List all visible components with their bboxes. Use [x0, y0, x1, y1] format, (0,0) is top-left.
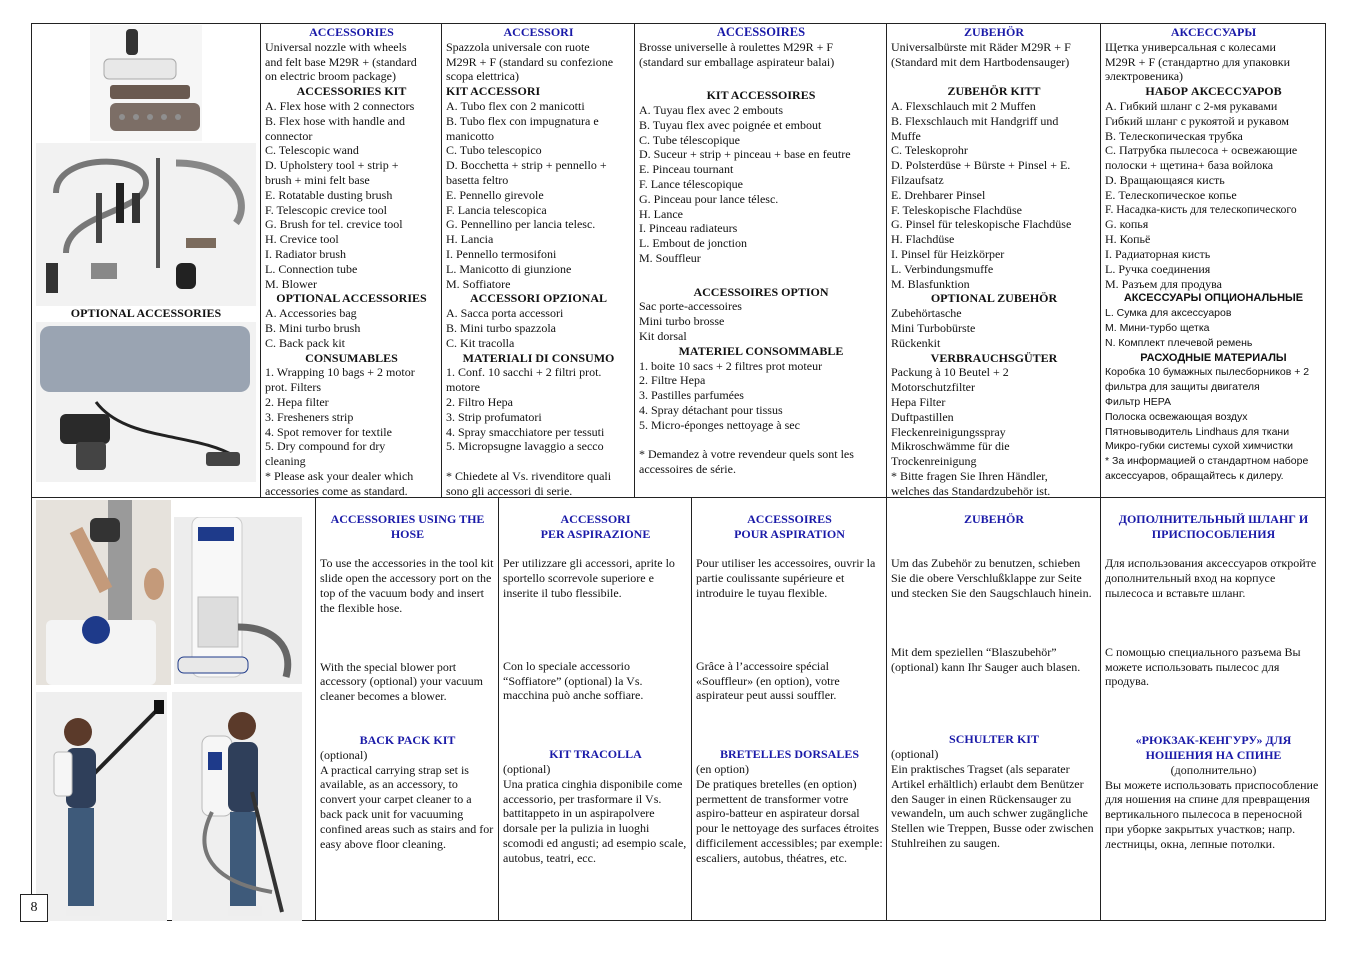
paragraph: Con lo speciale accessorio “Soffiatore” (optional) la Vs. macchina può anche soffiare. — [503, 658, 644, 703]
text-line: D. Вращающаяся кисть — [1105, 172, 1225, 187]
text-line: F. Насадка-кисть для телескопического — [1105, 203, 1297, 216]
text-line: 5. Micro-éponges nettoyage à sec — [639, 417, 800, 432]
text-line: scopa elettrica) — [446, 69, 519, 84]
text-line: Trockenreinigung — [891, 454, 977, 469]
text-line: (optional) — [320, 747, 368, 762]
heading: ДОПОЛНИТЕЛЬНЫЙ ШЛАНГ И ПРИСПОСОБЛЕНИЯ — [1118, 512, 1309, 541]
spacer — [696, 601, 883, 659]
text-line: C. Tube télescopique — [639, 132, 740, 147]
spacer — [639, 266, 883, 281]
text-line: A. Accessories bag — [265, 306, 357, 321]
text-line: M29R + F (standard su confezione — [446, 54, 614, 69]
text-line: (Standard mit dem Hartbodensauger) — [891, 54, 1070, 69]
text-line: Mini turbo brosse — [639, 314, 725, 329]
heading: РАСХОДНЫЕ МАТЕРИАЛЫ — [1140, 351, 1287, 364]
text-line: B. Tubo flex con impugnatura e — [446, 113, 599, 128]
text-line: 4. Spray smacchiatore per tessuti — [446, 424, 605, 439]
heading: PER ASPIRAZIONE — [540, 526, 651, 541]
text-line: Kit dorsal — [639, 328, 687, 343]
heading: ACCESSORI — [503, 25, 574, 39]
optional-accessories-label: OPTIONAL ACCESSORIES — [70, 306, 222, 320]
text-line: M. Blasfunktion — [891, 276, 970, 291]
heading: ACCESSORIES KIT — [296, 84, 407, 99]
heading: ACCESSOIRES OPTION — [693, 284, 829, 299]
paragraph: Per utilizzare gli accessori, aprite lo sportello scorrevole superiore e inserite il tubo flessibile. — [503, 556, 675, 600]
text-line: I. Pinsel für Heizkörper — [891, 246, 1005, 261]
spacer — [320, 616, 495, 660]
spacer — [891, 542, 1097, 557]
text-line: basetta feltro — [446, 172, 509, 187]
text-line: I. Radiator brush — [265, 246, 346, 261]
text-line: A. Tubo flex con 2 manicotti — [446, 98, 585, 113]
text-line: * Please ask your dealer which — [265, 468, 414, 483]
paragraph: Una pratica cinghia disponibile come accessorio, per trasformare il Vs. battitappeto in un aspirapolvere dorsale per la pulizia in luoghi scomodi ed angusti; ad esempio scale, autobus, teatri, ecc. — [503, 776, 687, 865]
spacer — [503, 542, 688, 557]
text-line: L. Ручка соединения — [1105, 261, 1211, 276]
paragraph: С помощью специального разъема Вы можете использовать пылесос для продува. — [1105, 644, 1301, 689]
text-line: 2. Filtre Hepa — [639, 373, 706, 388]
text-line: D. Upholstery tool + strip + — [265, 158, 399, 173]
heading: ACCESSORIES USING THE HOSE — [330, 512, 485, 541]
text-line: Полоска освежающая воздух — [1105, 410, 1248, 423]
text-line: accessories come as standard. — [265, 483, 408, 497]
text-line: E. Drehbarer Pinsel — [891, 187, 986, 202]
text-line: L. Verbindungsmuffe — [891, 261, 994, 276]
text-line: 4. Spray détachant pour tissus — [639, 402, 783, 417]
heading: CONSUMABLES — [305, 350, 398, 365]
spacer — [639, 69, 883, 84]
text-line: B. Flexschlauch mit Handgriff und — [891, 113, 1059, 128]
spacer — [1105, 542, 1322, 557]
heading: АКСЕССУАРЫ — [1170, 25, 1257, 39]
spacer — [446, 454, 631, 469]
heading: ZUBEHÖR KITT — [947, 84, 1041, 99]
text-line: and felt base M29R + (standard — [265, 54, 417, 69]
text-line: welches das Standardzubehör ist. — [891, 483, 1051, 497]
bottom-col-de — [886, 498, 1100, 921]
spacer — [696, 542, 883, 557]
heading: OPTIONAL ACCESSORIES — [276, 291, 427, 306]
text-line: A. Гибкий шланг с 2-мя рукавами — [1105, 98, 1278, 113]
heading: «РЮКЗАК-КЕНГУРУ» ДЛЯ НОШЕНИЯ НА СПИНЕ — [1135, 733, 1292, 762]
text-line: connector — [265, 128, 313, 143]
text-line: Коробка 10 бумажных пылесборников + 2 — [1105, 366, 1310, 379]
text-line: полоски + щетина+ база войлока — [1105, 158, 1274, 173]
text-line: электровеника) — [1105, 69, 1184, 84]
top-col-ru — [1100, 24, 1325, 497]
text-line: * Chiedete al Vs. rivenditore quali — [446, 468, 612, 483]
text-line: D. Suceur + strip + pinceau + base en feutre — [639, 147, 851, 162]
heading: АКСЕССУАРЫ ОПЦИОНАЛЬНЫЕ — [1123, 292, 1304, 305]
top-col-en — [260, 24, 441, 497]
accessories-kit-photo — [36, 143, 256, 306]
text-line: D. Bocchetta + strip + pennello + — [446, 158, 607, 173]
text-line: * Bitte fragen Sie Ihren Händler, — [891, 468, 1048, 483]
hose-insert-photo — [36, 500, 171, 685]
text-line: (optional) — [503, 761, 551, 776]
text-line: Muffe — [891, 128, 921, 143]
text-line: B. Телескопическая трубка — [1105, 128, 1243, 143]
text-line: 3. Pastilles parfumées — [639, 388, 744, 403]
text-line: cleaning — [265, 454, 306, 469]
text-line: M. Разъем для продува — [1105, 276, 1222, 291]
heading: KIT TRACOLLA — [549, 747, 642, 762]
text-line: Щетка универсальная с колесами — [1105, 39, 1276, 54]
text-line: C. Back pack kit — [265, 335, 345, 350]
text-line: Sac porte-accessoires — [639, 299, 742, 314]
text-line: L. Сумка для аксессуаров — [1105, 307, 1232, 320]
text-line: L. Manicotto di giunzione — [446, 261, 572, 276]
heading: BRETELLES DORSALES — [719, 747, 860, 762]
text-line: * Demandez à votre revendeur quels sont les — [639, 447, 854, 462]
text-line: A. Tuyau flex avec 2 embouts — [639, 102, 783, 117]
text-line: H. Lancia — [446, 232, 494, 247]
text-line: sono gli accessori di serie. — [446, 483, 573, 497]
text-line: Микро-губки системы сухой химчистки — [1105, 440, 1293, 453]
spacer — [320, 542, 495, 557]
text-line: I. Pinceau radiateurs — [639, 221, 738, 236]
paragraph: Ein praktisches Tragset (als separater Artikel erhältlich) erlaubt dem Benützer den Sauger in einen Rückensauger zu vewandeln, um auch schwer zugängliche Stellen wie Treppen, Busse oder zwischen Stuhlreihen zu saugen. — [891, 761, 1094, 850]
text-line: Zubehörtasche — [891, 306, 962, 321]
top-col-de — [886, 24, 1100, 497]
heading: ZUBEHÖR — [963, 25, 1024, 39]
nozzle-photo — [90, 25, 202, 141]
heading: ZUBEHÖR — [963, 512, 1024, 526]
backpack-user-photo-1 — [36, 692, 167, 921]
text-line: Гибкий шланг с рукоятой и рукавом — [1105, 113, 1289, 128]
text-line: M. Souffleur — [639, 250, 701, 265]
optional-accessories-photo — [36, 322, 256, 482]
text-line: L. Connection tube — [265, 261, 358, 276]
paragraph: A practical carrying strap set is available, as an accessory, to convert your carpet cleaner to a back pack unit for vacuuming confined areas such as stairs and for easy above floor cleaning. — [320, 762, 494, 851]
text-line: I. Радиаторная кисть — [1105, 246, 1211, 261]
spacer — [891, 674, 1097, 732]
text-line: C. Teleskoprohr — [891, 143, 968, 158]
text-line: M. Blower — [265, 276, 317, 291]
heading: ACCESSOIRES — [747, 512, 832, 526]
text-line: Пятновыводитель Lindhaus для ткани — [1105, 425, 1290, 438]
text-line: Mini Turbobürste — [891, 320, 976, 335]
text-line: (optional) — [891, 747, 939, 762]
text-line: B. Mini turbo spazzola — [446, 320, 556, 335]
text-line: Universalbürste mit Räder M29R + F — [891, 39, 1071, 54]
text-line: C. Tubo telescopico — [446, 143, 542, 158]
spacer — [503, 703, 688, 747]
page-number: 8 — [20, 894, 48, 922]
text-line: H. Lance — [639, 206, 683, 221]
text-line: F. Teleskopische Flachdüse — [891, 202, 1022, 217]
spacer — [891, 527, 1097, 542]
spacer — [1105, 689, 1322, 733]
paragraph: Для использования аксессуаров откройте дополнительный вход на корпусе пылесоса и вставьте шланг. — [1105, 556, 1317, 600]
bottom-col-ru — [1100, 498, 1325, 921]
backpack-user-photo-2 — [172, 692, 302, 921]
text-line: Mikroschwämme für die — [891, 439, 1010, 454]
text-line: Spazzola universale con ruote — [446, 39, 590, 54]
text-line: brush + mini felt base — [265, 172, 370, 187]
text-line: * За информацией о стандартном наборе — [1105, 455, 1309, 468]
heading: OPTIONAL ZUBEHÖR — [930, 291, 1058, 306]
text-line: 1. Conf. 10 sacchi + 2 filtri prot. — [446, 365, 602, 380]
heading: KIT ACCESSORI — [446, 84, 541, 99]
heading: ACCESSORIES — [309, 25, 394, 39]
heading: KIT ACCESSOIRES — [706, 88, 816, 103]
text-line: B. Flex hose with handle and — [265, 113, 405, 128]
text-line: I. Pennello termosifoni — [446, 246, 557, 261]
text-line: prot. Filters — [265, 380, 321, 395]
paragraph: To use the accessories in the tool kit slide open the accessory port on the top of the vacuum body and insert the flexible hose. — [320, 556, 494, 615]
text-line: motore — [446, 380, 480, 395]
text-line: 2. Filtro Hepa — [446, 394, 513, 409]
text-line: 1. Wrapping 10 bags + 2 motor — [265, 365, 415, 380]
text-line: C. Kit tracolla — [446, 335, 515, 350]
spacer — [503, 601, 688, 659]
text-line: Universal nozzle with wheels — [265, 39, 407, 54]
text-line: G. Brush for tel. crevice tool — [265, 217, 403, 232]
text-line: аксессуаров, обращайтесь к дилеру. — [1105, 469, 1284, 482]
text-line: E. Телескопическое копье — [1105, 187, 1237, 202]
vacuum-with-hose-photo — [174, 517, 302, 684]
top-col-it — [441, 24, 634, 497]
text-line: E. Rotatable dusting brush — [265, 187, 393, 202]
spacer — [639, 433, 883, 448]
paragraph: With the special blower port accessory (optional) your vacuum cleaner becomes a blower. — [320, 659, 483, 704]
heading: BACK PACK KIT — [359, 732, 456, 747]
text-line: G. Pinsel für teleskopische Flachdüse — [891, 217, 1072, 232]
text-line: фильтра для защиты двигателя — [1105, 381, 1260, 394]
text-line: F. Lancia telescopica — [446, 202, 547, 217]
heading: SCHULTER KIT — [949, 732, 1039, 747]
text-line: A. Flex hose with 2 connectors — [265, 98, 415, 113]
text-line: Filzaufsatz — [891, 172, 944, 187]
text-line: H. Crevice tool — [265, 232, 339, 247]
spacer — [1105, 601, 1322, 645]
text-line: (дополнительно) — [1170, 762, 1257, 777]
text-line: accessoires de série. — [639, 462, 736, 477]
spacer — [891, 601, 1097, 645]
text-line: C. Telescopic wand — [265, 143, 359, 158]
text-line: 4. Spot remover for textile — [265, 424, 392, 439]
text-line: F. Lance télescopique — [639, 176, 743, 191]
text-line: G. Pennellino per lancia telesc. — [446, 217, 596, 232]
text-line: H. Flachdüse — [891, 232, 955, 247]
text-line: G. Pinceau pour lance télesc. — [639, 191, 779, 206]
spacer — [696, 703, 883, 747]
heading: ACCESSORI OPZIONAL — [469, 291, 608, 306]
text-line: Brosse universelle à roulettes M29R + F — [639, 39, 834, 54]
text-line: 1. boite 10 sacs + 2 filtres prot moteur — [639, 358, 823, 373]
paragraph: De pratiques bretelles (en option) permettent de transformer votre aspiro-batteur en aspirateur dorsal pour le nettoyage des surfaces étroites difficilement accessibles; par exemple: escaliers, autobus, théatres, etc. — [696, 776, 883, 865]
text-line: F. Telescopic crevice tool — [265, 202, 387, 217]
text-line: G. копья — [1105, 217, 1149, 232]
heading: MATERIEL CONSOMMABLE — [678, 343, 844, 358]
bottom-col-fr — [691, 498, 886, 921]
text-line: 3. Strip profumatori — [446, 409, 542, 424]
bottom-col-it — [498, 498, 691, 921]
text-line: Hepa Filter — [891, 394, 946, 409]
text-line: 5. Micropsugne lavaggio a secco — [446, 439, 604, 454]
paragraph: Mit dem speziellen “Blaszubehör” (optional) kann Ihr Sauger auch blasen. — [891, 644, 1081, 674]
text-line: E. Pinceau tournant — [639, 162, 734, 177]
paragraph: Вы можете использовать приспособление для ношения на спине для превращения вертикального пылесоса в переносной при уборке закрытых участков; напр. лестницы, окна, лепные потолки. — [1105, 777, 1319, 851]
text-line: B. Tuyau flex avec poignée et embout — [639, 117, 822, 132]
text-line: Packung à 10 Beutel + 2 — [891, 365, 1009, 380]
heading: ACCESSOIRES — [716, 25, 806, 39]
text-line: D. Polsterdüse + Bürste + Pinsel + E. — [891, 158, 1071, 173]
paragraph: Grâce à l’accessoire spécial «Souffleur» (en option), votre aspirateur peut aussi souffler. — [696, 658, 840, 703]
text-line: M. Soffiatore — [446, 276, 511, 291]
text-line: Rückenkit — [891, 335, 941, 350]
heading: НАБОР АКСЕССУАРОВ — [1145, 84, 1282, 99]
text-line: M. Мини-турбо щетка — [1105, 321, 1210, 334]
text-line: 5. Dry compound for dry — [265, 439, 386, 454]
text-line: A. Sacca porta accessori — [446, 306, 564, 321]
text-line: L. Embout de jonction — [639, 236, 747, 251]
top-col-fr — [634, 24, 886, 497]
text-line: Duftpastillen — [891, 409, 954, 424]
text-line: (en option) — [696, 761, 749, 776]
text-line: 3. Fresheners strip — [265, 409, 354, 424]
heading: POUR ASPIRATION — [734, 526, 845, 541]
heading: MATERIALI DI CONSUMO — [462, 350, 615, 365]
text-line: Motorschutzfilter — [891, 380, 975, 395]
text-line: N. Комплект плечевой ремень — [1105, 336, 1253, 349]
paragraph: Pour utiliser les accessoires, ouvrir la partie coulissante supérieure et introduire le tuyau flexible. — [696, 556, 876, 600]
text-line: A. Flexschlauch mit 2 Muffen — [891, 98, 1036, 113]
bottom-col-en — [315, 498, 498, 921]
heading: ACCESSORI — [560, 512, 631, 526]
text-line: manicotto — [446, 128, 494, 143]
text-line: C. Патрубка пылесоса + освежающие — [1105, 143, 1298, 158]
text-line: M29R + F (стандартно для упаковки — [1105, 54, 1291, 69]
text-line: B. Mini turbo brush — [265, 320, 361, 335]
text-line: Фильтр HEPA — [1105, 395, 1172, 408]
text-line: on electric broom package) — [265, 69, 396, 84]
spacer — [891, 69, 1097, 84]
paragraph: Um das Zubehör zu benutzen, schieben Sie die obere Verschlußklappe zur Seite und stecken Sie den Saugschlauch hinein. — [891, 556, 1092, 600]
text-line: 2. Hepa filter — [265, 394, 329, 409]
text-line: E. Pennello girevole — [446, 187, 544, 202]
text-line: (standard sur emballage aspirateur balai) — [639, 54, 835, 69]
spacer — [320, 704, 495, 733]
heading: VERBRAUCHSGÜTER — [930, 350, 1058, 365]
text-line: Fleckenreinigungsspray — [891, 424, 1006, 439]
text-line: H. Копьё — [1105, 232, 1151, 247]
